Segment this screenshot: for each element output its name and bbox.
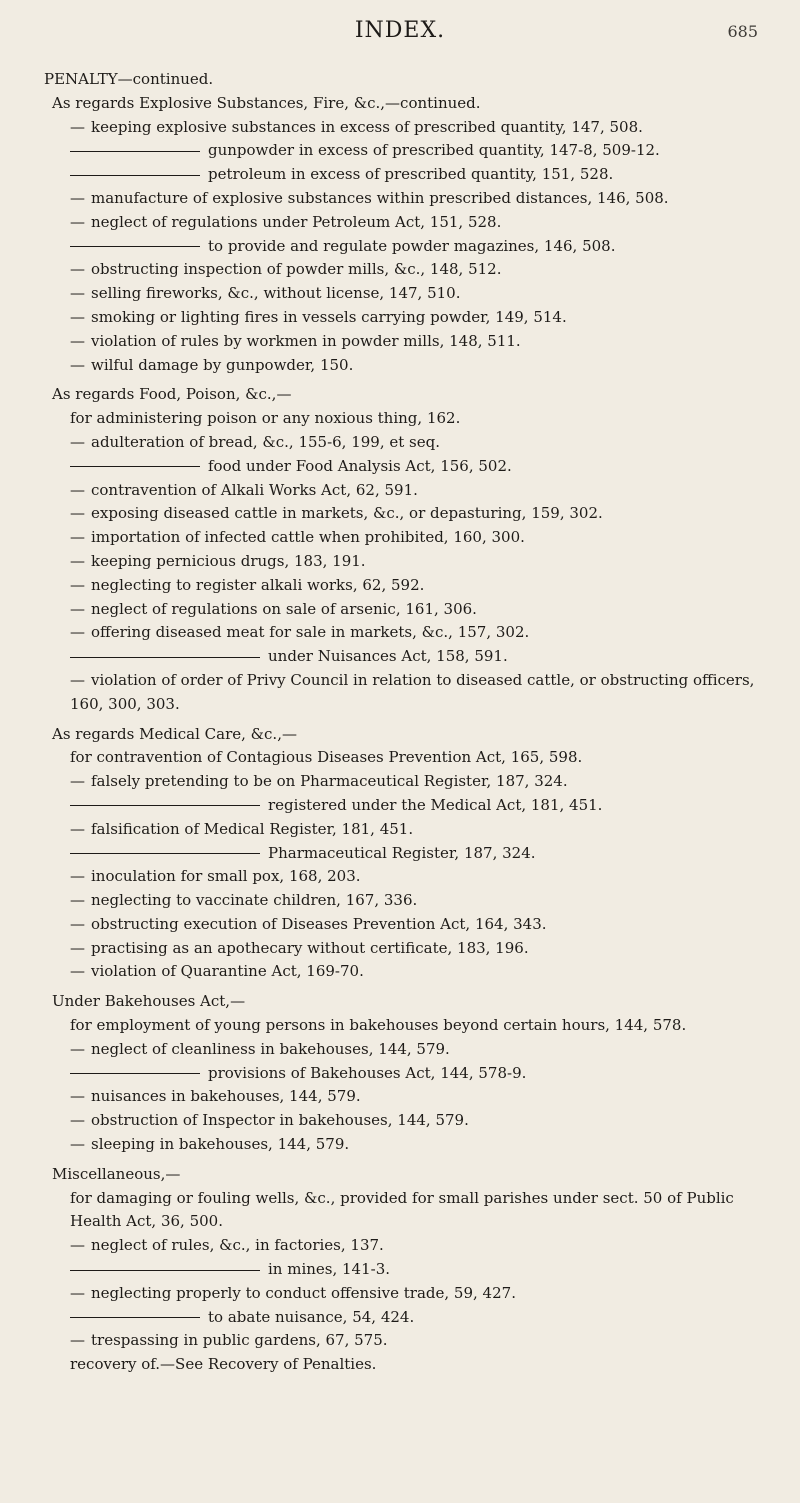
index-entry (44, 306, 772, 330)
index-entry (44, 1329, 772, 1353)
entry-dash: — (70, 938, 85, 957)
entry-dash: — (70, 1087, 85, 1106)
index-entry (44, 1038, 772, 1062)
entry-text: gunpowder in excess of prescribed quantity, 147-8, 509-12. (208, 141, 660, 160)
entry-text: obstruction of Inspector in bakehouses, 144, 579. (91, 1111, 469, 1130)
entry-text: neglecting to register alkali works, 62, 592. (91, 575, 425, 594)
index-entry (44, 330, 772, 354)
entry-dash: — (70, 891, 85, 910)
index-entry (44, 645, 772, 669)
ditto-rule (70, 805, 260, 806)
entry-text: to provide and regulate powder magazines, 146, 508. (208, 236, 616, 255)
entry-text: wilful damage by gunpowder, 150. (91, 355, 354, 374)
section-subheading: Miscellaneous,— (52, 1164, 181, 1183)
ditto-rule (70, 1270, 260, 1271)
ditto-rule (70, 175, 200, 176)
index-entry (44, 794, 772, 818)
entry-dash: — (70, 188, 85, 207)
entry-text: manufacture of explosive substances within prescribed distances, 146, 508. (91, 188, 669, 207)
index-entry (44, 598, 772, 622)
ditto-rule (70, 151, 200, 152)
entry-text: neglect of cleanliness in bakehouses, 144, 579. (91, 1039, 450, 1058)
entry-dash: — (70, 623, 85, 642)
index-entry (44, 431, 772, 455)
entry-text: for employment of young persons in bakehouses beyond certain hours, 144, 578. (70, 1016, 687, 1035)
entry-dash: — (70, 331, 85, 350)
index-entry (44, 1085, 772, 1109)
entry-text: obstructing inspection of powder mills, &c., 148, 512. (91, 260, 502, 279)
entry-dash: — (70, 307, 85, 326)
entry-text: neglecting properly to conduct offensive trade, 59, 427. (91, 1283, 516, 1302)
entry-dash: — (70, 575, 85, 594)
index-entry (44, 865, 772, 889)
entry-text: contravention of Alkali Works Act, 62, 591. (91, 480, 418, 499)
index-entry (44, 163, 772, 187)
entry-text: violation of Quarantine Act, 169-70. (91, 962, 364, 981)
index-entry (44, 1062, 772, 1086)
entry-text: sleeping in bakehouses, 144, 579. (91, 1135, 350, 1154)
entry-text: provisions of Bakehouses Act, 144, 578-9. (208, 1063, 527, 1082)
index-entry (44, 187, 772, 211)
entry-dash: — (70, 819, 85, 838)
index-entry (44, 1133, 772, 1157)
entry-dash: — (70, 504, 85, 523)
ditto-rule (70, 1073, 200, 1074)
entry-dash: — (70, 670, 85, 689)
index-entry (44, 139, 772, 163)
entry-dash: — (70, 962, 85, 981)
index-entry (44, 621, 772, 645)
ditto-rule (70, 853, 260, 854)
entry-text: inoculation for small pox, 168, 203. (91, 867, 361, 886)
index-entry (44, 502, 772, 526)
index-entry (44, 282, 772, 306)
entry-text: offering diseased meat for sale in markets, &c., 157, 302. (91, 623, 530, 642)
entry-dash: — (70, 480, 85, 499)
entry-text: keeping explosive substances in excess of prescribed quantity, 147, 508. (91, 117, 643, 136)
entry-dash: — (70, 867, 85, 886)
entry-text: neglect of rules, &c., in factories, 137. (91, 1236, 384, 1255)
entry-dash: — (70, 914, 85, 933)
index-entry (44, 235, 772, 259)
ditto-rule (70, 246, 200, 247)
entry-text: for administering poison or any noxious thing, 162. (70, 409, 461, 428)
entry-dash: — (70, 551, 85, 570)
index-entry (44, 889, 772, 913)
page-title: INDEX. (354, 18, 446, 43)
entry-text: petroleum in excess of prescribed quantity, 151, 528. (208, 165, 614, 184)
entry-text: trespassing in public gardens, 67, 575. (91, 1331, 388, 1350)
entry-text: Pharmaceutical Register, 187, 324. (268, 843, 536, 862)
entry-text: for contravention of Contagious Diseases Prevention Act, 165, 598. (70, 748, 583, 767)
index-entry (44, 354, 772, 378)
index-entry (44, 937, 772, 961)
index-entry (44, 116, 772, 140)
ditto-rule (70, 466, 200, 467)
entry-text: to abate nuisance, 54, 424. (208, 1307, 415, 1326)
entry-dash: — (70, 599, 85, 618)
entry-text: food under Food Analysis Act, 156, 502. (208, 456, 512, 475)
entry-dash: — (70, 772, 85, 791)
index-entry (44, 1306, 772, 1330)
entry-dash: — (70, 1039, 85, 1058)
index-entry (44, 258, 772, 282)
ditto-rule (70, 1317, 200, 1318)
entry-text: selling fireworks, &c., without license, 147, 510. (91, 284, 461, 303)
entry-text: in mines, 141-3. (268, 1260, 391, 1279)
index-entry (44, 1234, 772, 1258)
entry-dash: — (70, 1331, 85, 1350)
entry-dash: — (70, 432, 85, 451)
entry-text: neglecting to vaccinate children, 167, 336. (91, 891, 418, 910)
index-entry (44, 913, 772, 937)
index-entry (44, 818, 772, 842)
index-entry (44, 960, 772, 984)
index-entry (44, 1109, 772, 1133)
entry-text: nuisances in bakehouses, 144, 579. (91, 1087, 361, 1106)
entry-dash: — (70, 1111, 85, 1130)
index-entry (44, 407, 772, 431)
entry-text: violation of rules by workmen in powder mills, 148, 511. (91, 331, 521, 350)
index-entry (44, 842, 772, 866)
index-entry (44, 455, 772, 479)
entry-text: recovery of.—See Recovery of Penalties. (70, 1355, 377, 1374)
index-content (44, 68, 772, 1377)
section-subheading: As regards Food, Poison, &c.,— (52, 385, 292, 404)
index-entry (44, 746, 772, 770)
entry-text: violation of order of Privy Council in relation to diseased cattle, or obstructing officers, 160, 300, 303. (70, 670, 755, 713)
entry-text: neglect of regulations on sale of arsenic, 161, 306. (91, 599, 477, 618)
index-entry (44, 1187, 772, 1235)
entry-text: neglect of regulations under Petroleum Act, 151, 528. (91, 212, 502, 231)
index-entry (44, 770, 772, 794)
page-number: 685 (727, 22, 758, 41)
entry-text: registered under the Medical Act, 181, 451. (268, 795, 603, 814)
section-subheading: As regards Medical Care, &c.,— (52, 724, 297, 743)
index-entry (44, 1014, 772, 1038)
index-entry (44, 1258, 772, 1282)
entry-text: importation of infected cattle when prohibited, 160, 300. (91, 528, 525, 547)
index-entry (44, 669, 772, 717)
entry-dash: — (70, 1236, 85, 1255)
entry-text: keeping pernicious drugs, 183, 191. (91, 551, 366, 570)
section-subheading: As regards Explosive Substances, Fire, &c.,—continued. (52, 93, 481, 112)
section-subheading: Under Bakehouses Act,— (52, 992, 246, 1011)
entry-dash: — (70, 1283, 85, 1302)
entry-dash: — (70, 355, 85, 374)
entry-text: exposing diseased cattle in markets, &c., or depasturing, 159, 302. (91, 504, 603, 523)
index-entry (44, 1282, 772, 1306)
entry-dash: — (70, 117, 85, 136)
entry-dash: — (70, 528, 85, 547)
index-entry (44, 479, 772, 503)
index-heading: PENALTY—continued. (44, 70, 214, 88)
entry-text: smoking or lighting fires in vessels carrying powder, 149, 514. (91, 307, 567, 326)
entry-text: falsification of Medical Register, 181, 451. (91, 819, 414, 838)
entry-text: under Nuisances Act, 158, 591. (268, 647, 508, 666)
entry-dash: — (70, 260, 85, 279)
entry-dash: — (70, 284, 85, 303)
entry-dash: — (70, 1135, 85, 1154)
index-entry (44, 526, 772, 550)
entry-dash: — (70, 212, 85, 231)
entry-text: falsely pretending to be on Pharmaceutical Register, 187, 324. (91, 772, 568, 791)
entry-text: obstructing execution of Diseases Prevention Act, 164, 343. (91, 914, 547, 933)
index-entry (44, 211, 772, 235)
ditto-rule (70, 657, 260, 658)
index-entry (44, 574, 772, 598)
entry-text: adulteration of bread, &c., 155-6, 199, et seq. (91, 432, 441, 451)
entry-text: practising as an apothecary without certificate, 183, 196. (91, 938, 529, 957)
entry-text: for damaging or fouling wells, &c., provided for small parishes under sect. 50 of Public Health Act, 36, 500. (70, 1188, 734, 1231)
index-entry (44, 1353, 772, 1377)
index-entry (44, 550, 772, 574)
